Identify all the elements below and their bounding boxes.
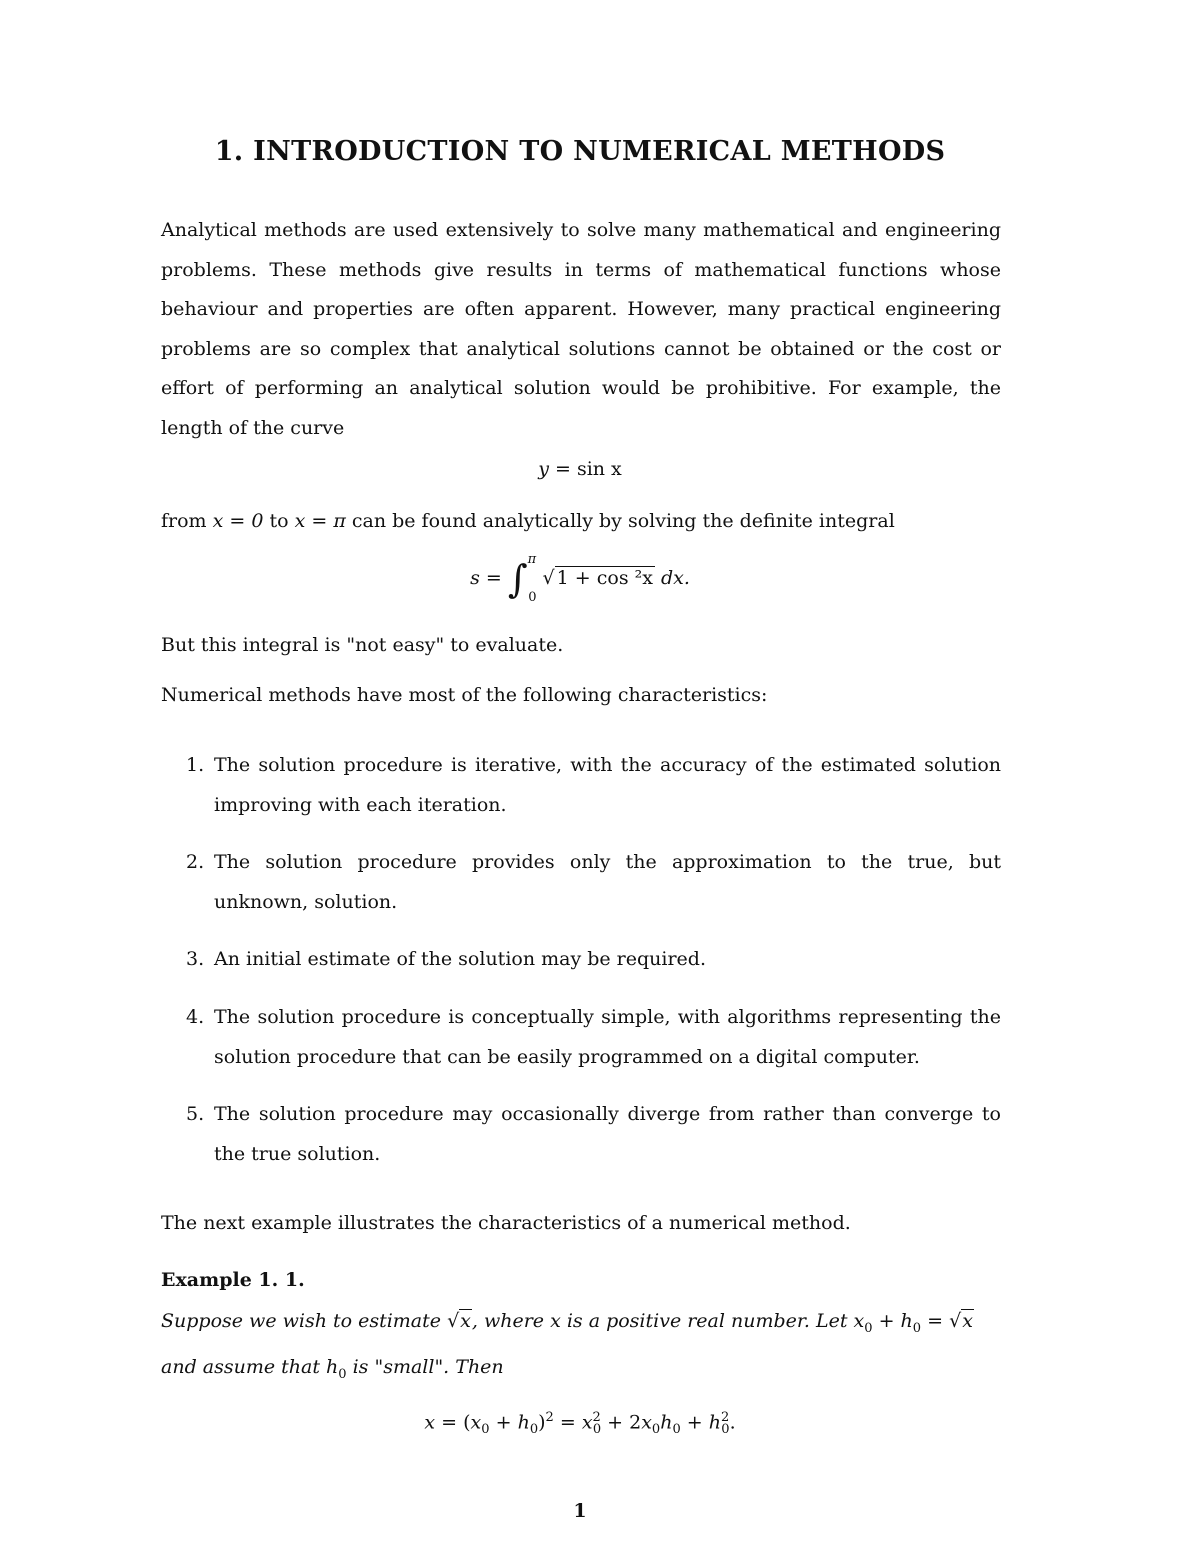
- equation-integral: [0, 551, 1160, 605]
- eq-integral-differential: dx.: [661, 567, 690, 589]
- eq-curve-lhs: y: [538, 458, 549, 480]
- list-item: [186, 746, 1001, 825]
- example-text-1: Suppose we wish to estimate: [161, 1310, 442, 1332]
- subscript: 0: [592, 1422, 602, 1438]
- characteristics-intro: Numerical methods have most of the following characteristics:: [161, 684, 768, 706]
- x-var: x: [641, 1411, 652, 1434]
- not-easy-line: But this integral is "not easy" to evaluate.: [161, 634, 564, 656]
- sqrt-sign: √: [542, 567, 555, 589]
- subscript: 0: [864, 1320, 873, 1336]
- integral-upper-limit: π: [527, 551, 537, 567]
- subscript: 0: [672, 1422, 681, 1438]
- intro-paragraph: Analytical methods are used extensively to solve many mathematical and engineering problems. These methods give results in terms of mathematical functions whose behaviour and properties are often apparent. However, many practical engineering problems are so complex that analytical solutions cannot be obtained or the cost or effort of performing an analytical solution would be prohibitive. For example, the length of the curve: [161, 219, 1001, 439]
- list-item-text: The solution procedure is iterative, with the accuracy of the estimated solution improving with each iteration.: [214, 754, 1001, 816]
- eq-integral-equals: =: [485, 567, 502, 589]
- example-heading: Example 1. 1.: [161, 1269, 305, 1291]
- equals-sign: =: [441, 1411, 458, 1434]
- from-text: from: [161, 510, 207, 532]
- subscript: 0: [481, 1422, 490, 1438]
- list-item-text: The solution procedure provides only the approximation to the true, but unknown, solution.: [214, 851, 1001, 913]
- superscript: 2: [545, 1410, 554, 1425]
- bound-upper: x = π: [294, 510, 346, 532]
- list-item-text: An initial estimate of the solution may be required.: [214, 948, 707, 970]
- list-item-number: 4.: [186, 1006, 205, 1028]
- integral-intro-line: [161, 510, 1001, 532]
- paren-open: (: [463, 1411, 471, 1434]
- h-var: h: [708, 1411, 721, 1434]
- list-item-number: 3.: [186, 948, 205, 970]
- list-item-number: 2.: [186, 851, 205, 873]
- equals-sign: =: [927, 1310, 944, 1332]
- list-item: [186, 843, 1001, 922]
- equation-expansion: [0, 1410, 1160, 1437]
- plus-sign: +: [878, 1310, 895, 1332]
- eq-curve-equals: =: [554, 458, 571, 480]
- list-item-text: The solution procedure may occasionally diverge from rather than converge to the true solution.: [214, 1103, 1001, 1165]
- x-var: x: [470, 1411, 482, 1434]
- integral-lower-limit: 0: [528, 589, 537, 605]
- list-item: [186, 940, 1001, 980]
- page-number: 1: [573, 1500, 587, 1522]
- h-var: h: [517, 1411, 530, 1434]
- period: .: [729, 1411, 736, 1434]
- sqrt-radicand: x: [962, 1310, 973, 1332]
- subscript: 0: [529, 1422, 539, 1438]
- to-text: to: [269, 510, 289, 532]
- subscript: 0: [912, 1320, 922, 1336]
- sqrt-radicand: x: [460, 1310, 471, 1332]
- bound-lower: x = 0: [212, 510, 264, 532]
- plus-sign: +: [495, 1411, 512, 1434]
- list-item-text: The solution procedure is conceptually simple, with algorithms representing the solution procedure that can be easily programmed on a digital computer.: [214, 1006, 1001, 1068]
- example-body: [161, 1302, 1001, 1395]
- h0-var: h: [900, 1310, 913, 1332]
- integral-sign: ∫: [507, 557, 528, 601]
- subscript: 0: [721, 1422, 730, 1438]
- integral-intro-rest: can be found analytically by solving the definite integral: [351, 510, 895, 532]
- list-item-number: 1.: [186, 754, 205, 776]
- subscript: 0: [651, 1422, 661, 1438]
- superscript: 2: [721, 1410, 730, 1425]
- next-example-line: The next example illustrates the characteristics of a numerical method.: [161, 1212, 851, 1234]
- list-item-number: 5.: [186, 1103, 205, 1125]
- sqrt-radicand: 1 + cos ²x: [556, 567, 653, 589]
- equation-curve: [0, 458, 1160, 480]
- eq-curve-rhs: sin x: [576, 458, 622, 480]
- list-item: [186, 998, 1001, 1077]
- plus-sign: +: [607, 1411, 624, 1434]
- sqrt-sign: √: [447, 1310, 460, 1332]
- example-text-3: and assume that: [161, 1356, 320, 1379]
- paren-close: ): [538, 1411, 546, 1434]
- subscript: 0: [338, 1367, 347, 1383]
- section-title: 1. INTRODUCTION TO NUMERICAL METHODS: [214, 136, 946, 167]
- example-text-4: is "small". Then: [352, 1356, 504, 1379]
- x0-var: x: [853, 1310, 865, 1332]
- coefficient: 2: [629, 1411, 642, 1434]
- plus-sign: +: [686, 1411, 703, 1434]
- sqrt-sign: √: [949, 1310, 962, 1332]
- x-var: x: [424, 1411, 436, 1434]
- h0-var: h: [326, 1356, 339, 1379]
- list-item: [186, 1095, 1001, 1174]
- superscript: 2: [592, 1410, 601, 1425]
- equals-sign: =: [559, 1411, 576, 1434]
- x-var: x: [581, 1411, 593, 1434]
- h-var: h: [660, 1411, 673, 1434]
- example-text-2: , where x is a positive real number. Let: [471, 1310, 848, 1332]
- eq-integral-lhs: s: [470, 567, 480, 589]
